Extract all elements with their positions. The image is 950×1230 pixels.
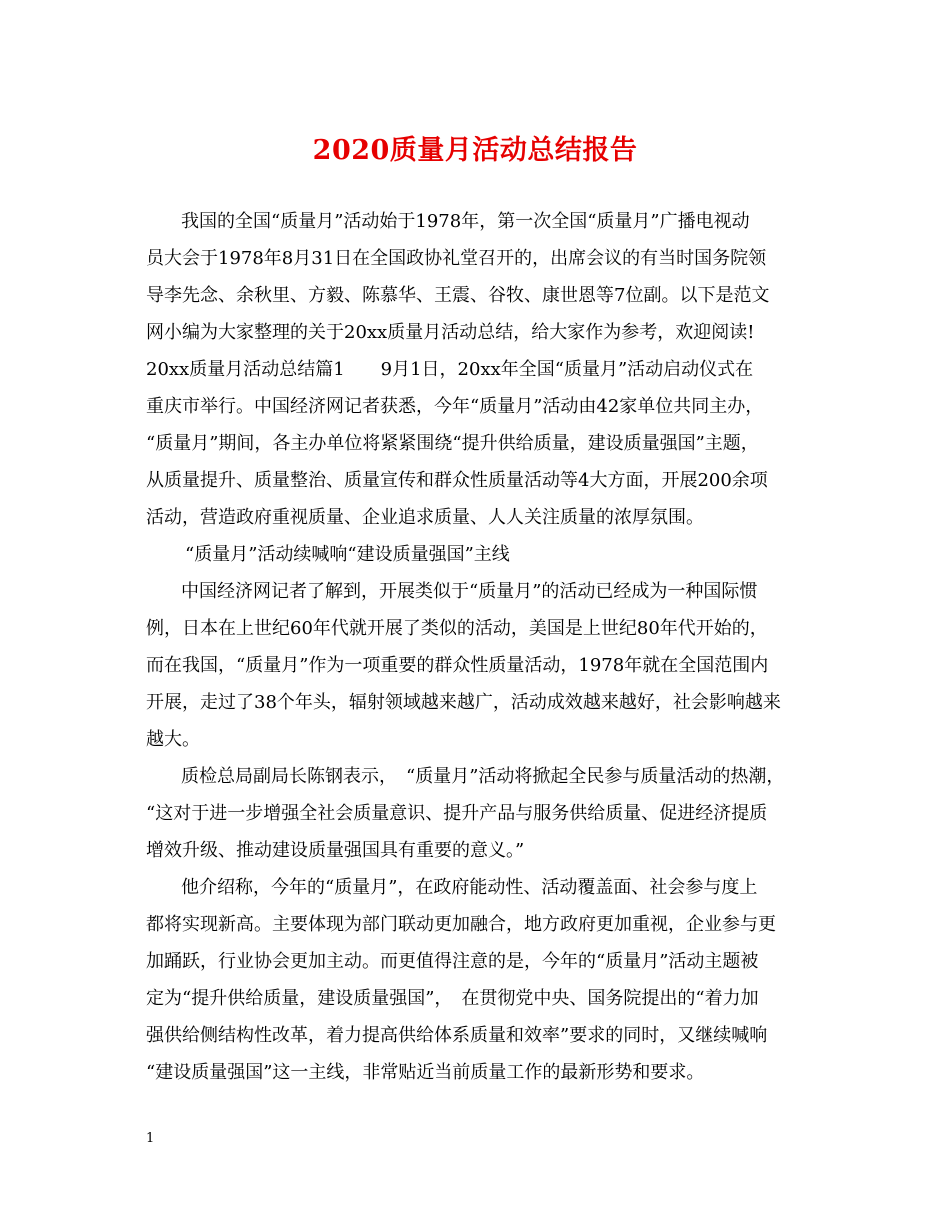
body-line: 20xx质量月活动总结篇1 9月1日，20xx年全国“质量月”活动启动仪式在 bbox=[146, 359, 754, 380]
body-line: 例，日本在上世纪60年代就开展了类似的活动，美国是上世纪80年代开始的， bbox=[146, 618, 768, 639]
body-line: 质检总局副局长陈钢表示， “质量月”活动将掀起全民参与质量活动的热潮， bbox=[181, 766, 785, 787]
body-line: 增效升级、推动建设质量强国具有重要的意义。” bbox=[146, 840, 525, 861]
body-line: 定为“提升供给质量，建设质量强国”， 在贯彻党中央、国务院提出的“着力加 bbox=[146, 988, 759, 1009]
section-heading: “质量月”活动续喊响“建设质量强国”主线 bbox=[185, 544, 510, 565]
body-line: 强供给侧结构性改革，着力提高供给体系质量和效率”要求的同时，又继续喊响 bbox=[146, 1025, 768, 1046]
body-line: 中国经济网记者了解到，开展类似于“质量月”的活动已经成为一种国际惯 bbox=[181, 581, 758, 602]
body-line: “这对于进一步增强全社会质量意识、提升产品与服务供给质量、促进经济提质 bbox=[146, 803, 768, 824]
body-line: 加踊跃，行业协会更加主动。而更值得注意的是，今年的“质量月”活动主题被 bbox=[146, 951, 759, 972]
body-line: 重庆市举行。中国经济网记者获悉，今年“质量月”活动由42家单位共同主办， bbox=[146, 396, 764, 417]
body-line: 越大。 bbox=[146, 729, 200, 750]
body-line: 网小编为大家整理的关于20xx质量月活动总结，给大家作为参考，欢迎阅读! bbox=[146, 322, 755, 343]
body-line: “质量月”期间，各主办单位将紧紧围绕“提升供给质量，建设质量强国”主题， bbox=[146, 433, 759, 454]
body-line: 从质量提升、质量整治、质量宣传和群众性质量活动等4大方面，开展200余项 bbox=[146, 470, 768, 491]
body-line: 开展，走过了38个年头，辐射领域越来越广，活动成效越来越好，社会影响越来 bbox=[146, 692, 781, 713]
body-line: “建设质量强国”这一主线，非常贴近当前质量工作的最新形势和要求。 bbox=[146, 1062, 705, 1083]
body-line: 导李先念、余秋里、方毅、陈慕华、王震、谷牧、康世恩等7位副。以下是范文 bbox=[146, 285, 770, 306]
body-line: 活动，营造政府重视质量、企业追求质量、人人关注质量的浓厚氛围。 bbox=[146, 507, 704, 528]
body-line: 都将实现新高。主要体现为部门联动更加融合，地方政府更加重视，企业参与更 bbox=[146, 914, 776, 935]
body-line: 员大会于1978年8月31日在全国政协礼堂召开的，出席会议的有当时国务院领 bbox=[146, 248, 767, 269]
document-title: 2020质量月活动总结报告 bbox=[312, 135, 638, 166]
body-line: 我国的全国“质量月”活动始于1978年，第一次全国“质量月”广播电视动 bbox=[181, 211, 750, 232]
body-line: 他介绍称，今年的“质量月”，在政府能动性、活动覆盖面、社会参与度上 bbox=[181, 877, 758, 898]
body-line: 而在我国，“质量月”作为一项重要的群众性质量活动，1978年就在全国范围内 bbox=[146, 655, 769, 676]
page-number: 1 bbox=[146, 1131, 155, 1146]
